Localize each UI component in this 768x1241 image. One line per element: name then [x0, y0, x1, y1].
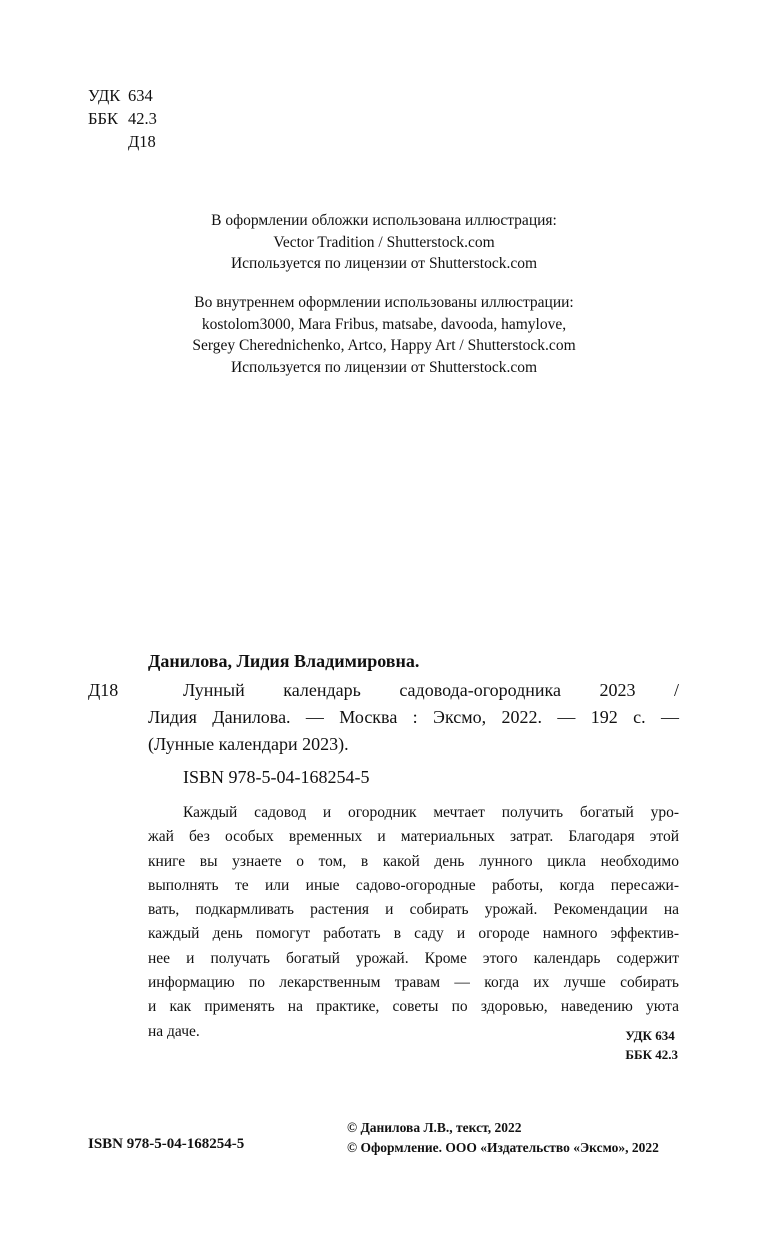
- footer-isbn: ISBN 978-5-04-168254-5: [88, 1136, 245, 1152]
- cover-credits: [0, 210, 768, 275]
- interior-credit-line: Используется по лицензии от Shutterstock.com: [230, 358, 538, 376]
- annotation-line: и как применять на практике, советы по здоровью, наведению уюта: [148, 998, 679, 1016]
- cover-credit-line: Используется по лицензии от Shutterstock.com: [230, 255, 538, 272]
- annotation-line: жай без особых временных и материальных затрат. Благодаря этой: [148, 828, 679, 846]
- interior-credit-line: Во внутреннем оформлении использованы иллюстрации:: [194, 294, 574, 311]
- annotation-line: выполнять те или иные садово-огородные работы, когда пересажи-: [148, 876, 679, 894]
- entry-line: Лидия Данилова. — Москва : Эксмо, 2022. — 192 с. —: [148, 707, 679, 727]
- entry-author: Данилова, Лидия Владимировна.: [148, 651, 420, 671]
- cover-credit-line: В оформлении обложки использована иллюстрация:: [211, 212, 557, 229]
- annotation-line: каждый день помогут работать в саду и огороде намного эффектив-: [148, 925, 679, 943]
- annotation-line: вать, подкармливать растения и собирать урожай. Рекомендации на: [148, 901, 679, 919]
- annotation-line: нее и получать богатый урожай. Кроме этого календарь содержит: [148, 949, 679, 967]
- bbk-code: ББК 42.3: [625, 1047, 678, 1062]
- classification-block: [88, 84, 157, 153]
- entry-isbn: ISBN 978-5-04-168254-5: [183, 767, 370, 787]
- interior-credits: [0, 292, 768, 378]
- annotation-line: информацию по лекарственным травам — когда их лучше собирать: [148, 974, 679, 992]
- udk-line: [88, 84, 157, 107]
- annotation: [148, 801, 679, 1044]
- entry-body: [148, 677, 679, 758]
- udk-value: 634: [128, 86, 153, 105]
- cover-credit-line: Vector Tradition / Shutterstock.com: [273, 233, 495, 251]
- entry-line: Лунный календарь садовода-огородника 2023 /: [183, 680, 679, 700]
- bbk-value: 42.3: [128, 109, 157, 128]
- entry-mark: Д18: [88, 680, 119, 700]
- udk-code: УДК 634: [625, 1028, 675, 1043]
- interior-credit-line: kostolom3000, Mara Fribus, matsabe, davooda, hamylove,: [201, 315, 567, 333]
- copyright-text: © Данилова Л.В., текст, 2022: [347, 1120, 522, 1135]
- annotation-line: на даче.: [148, 1022, 200, 1040]
- copyright-design: © Оформление. ООО «Издательство «Эксмо», 2022: [347, 1140, 659, 1155]
- codes-block: [625, 1026, 678, 1064]
- interior-credit-line: Sergey Cherednichenko, Artco, Happy Art / Shutterstock.com: [192, 337, 576, 354]
- bbk-label: ББК: [88, 109, 118, 128]
- author-mark-line: [88, 130, 157, 153]
- annotation-line: книге вы узнаете о том, в какой день лунного цикла необходимо: [148, 852, 679, 870]
- author-mark: Д18: [128, 132, 156, 151]
- entry-line: (Лунные календари 2023).: [148, 734, 349, 754]
- udk-label: УДК: [88, 86, 121, 105]
- annotation-line: Каждый садовод и огородник мечтает получить богатый уро-: [183, 804, 679, 821]
- bbk-line: [88, 107, 157, 130]
- copyright-block: [347, 1118, 659, 1158]
